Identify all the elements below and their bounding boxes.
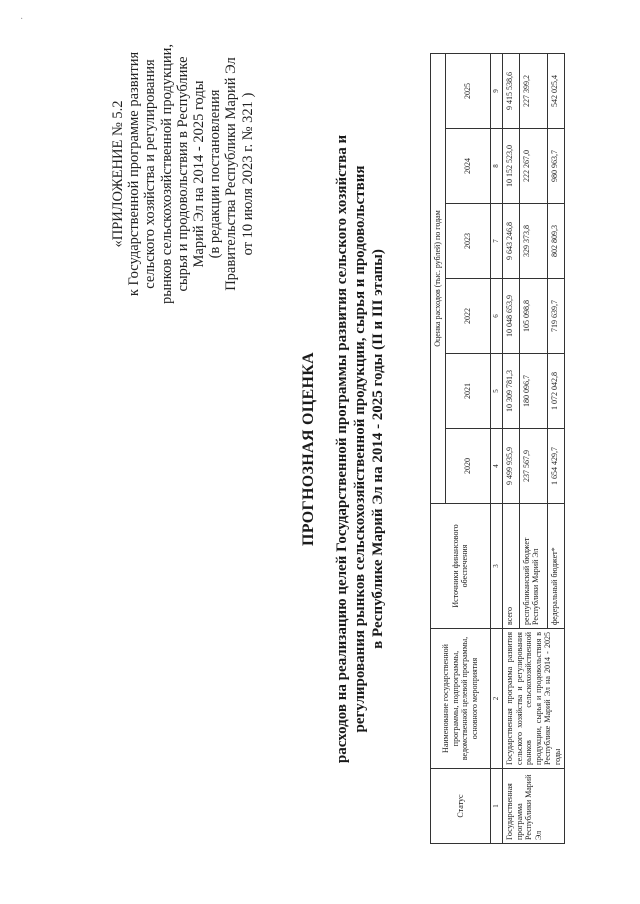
value-cell: 802 809,3 xyxy=(548,204,565,279)
approval-block xyxy=(110,44,256,304)
column-number: 9 xyxy=(490,53,503,128)
document-heading xyxy=(300,54,387,844)
approval-line: сырья и продовольствия в Республике xyxy=(174,56,191,292)
approval-line: рынков сельскохозяйственной продукции, xyxy=(158,44,175,304)
financing-table xyxy=(430,53,565,844)
value-cell: 9 415 538,6 xyxy=(503,53,520,128)
value-cell: 9 643 246,8 xyxy=(503,204,520,279)
header-name: Наименование государственной программы, подпрограммы, ведомственной целевой программы, основного мероприятия xyxy=(431,629,491,769)
approval-line: (в редакции постановления xyxy=(207,89,224,259)
approval-line: к Государственной программе развития xyxy=(126,51,143,297)
program-name-cell: Государственная программа развития сельского хозяйства и регулирования рынков сельскохозяйственной продукции, сырья и продовольствия в Республике Марий Эл на 2014 - 2025 годы xyxy=(503,629,565,769)
column-number: 5 xyxy=(490,354,503,429)
table-row xyxy=(503,53,520,843)
source-cell: всего xyxy=(503,504,520,629)
approval-line: от 10 июля 2023 г. № 321 ) xyxy=(239,92,256,256)
document-subtitle-line: регулирования рынков сельскохозяйственной продукции, сырья и продовольствия xyxy=(352,165,368,733)
column-number: 3 xyxy=(490,504,503,629)
header-estimate: Оценка расходов (тыс. рублей) по годам xyxy=(431,53,446,503)
value-cell: 980 963,7 xyxy=(548,129,565,204)
value-cell: 542 025,4 xyxy=(548,53,565,128)
header-source: Источники финансового обеспечения xyxy=(431,504,491,629)
value-cell: 1 072 042,8 xyxy=(548,354,565,429)
value-cell: 719 639,7 xyxy=(548,279,565,354)
value-cell: 105 098,8 xyxy=(519,279,547,354)
column-number: 7 xyxy=(490,204,503,279)
value-cell: 10 152 523,0 xyxy=(503,129,520,204)
scan-mark: · xyxy=(20,14,24,25)
source-cell: республиканский бюджет Республики Марий Эл xyxy=(519,504,547,629)
column-number: 1 xyxy=(490,769,503,844)
header-year: 2024 xyxy=(445,129,490,204)
value-cell: 237 567,9 xyxy=(519,429,547,504)
value-cell: 227 399,2 xyxy=(519,53,547,128)
header-year: 2020 xyxy=(445,429,490,504)
approval-line: Правительства Республики Марий Эл xyxy=(223,57,240,291)
document-subtitle-line: в Республике Марий Эл на 2014 - 2025 годы (II и III этапы) xyxy=(370,249,386,649)
value-cell: 10 048 653,9 xyxy=(503,279,520,354)
value-cell: 9 499 935,9 xyxy=(503,429,520,504)
document-title: ПРОГНОЗНАЯ ОЦЕНКА xyxy=(300,352,317,546)
column-number: 2 xyxy=(490,629,503,769)
value-cell: 180 096,7 xyxy=(519,354,547,429)
header-year: 2021 xyxy=(445,354,490,429)
source-cell: федеральный бюджет* xyxy=(548,504,565,629)
header-year: 2022 xyxy=(445,279,490,354)
header-year: 2025 xyxy=(445,53,490,128)
header-year: 2023 xyxy=(445,204,490,279)
column-number: 4 xyxy=(490,429,503,504)
value-cell: 1 654 429,7 xyxy=(548,429,565,504)
header-status: Статус xyxy=(431,769,491,844)
approval-line: Марий Эл на 2014 - 2025 годы xyxy=(191,80,208,268)
value-cell: 329 373,8 xyxy=(519,204,547,279)
status-cell: Государственная программа Республики Марий Эл xyxy=(503,769,565,844)
column-number: 8 xyxy=(490,129,503,204)
value-cell: 222 267,0 xyxy=(519,129,547,204)
column-number: 6 xyxy=(490,279,503,354)
document-subtitle-line: расходов на реализацию целей Государственной программы развития сельского хозяйства и xyxy=(334,134,350,764)
value-cell: 10 309 781,3 xyxy=(503,354,520,429)
approval-line: «ПРИЛОЖЕНИЕ № 5.2 xyxy=(110,100,126,248)
approval-line: сельского хозяйства и регулирования xyxy=(142,59,159,289)
